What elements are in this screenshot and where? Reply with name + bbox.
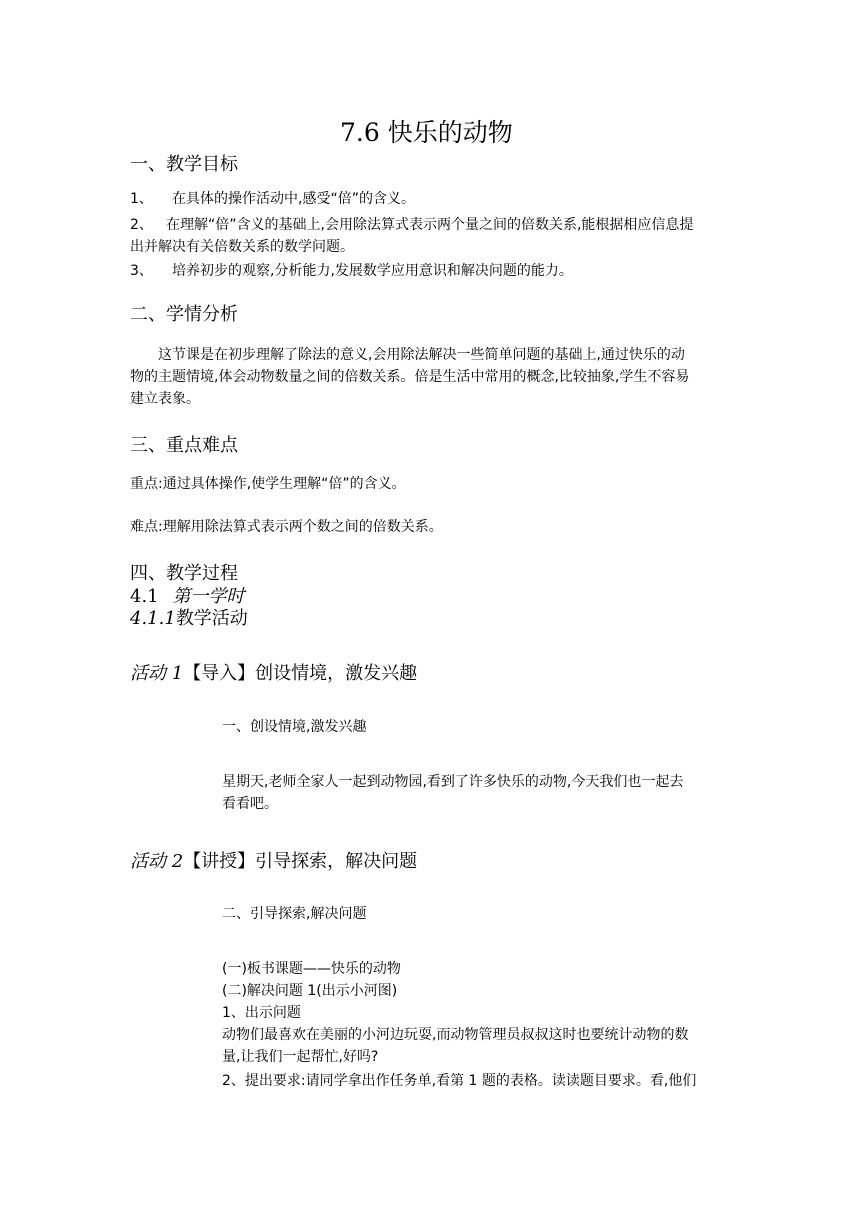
goal-item-1-num: 1、 — [130, 191, 153, 207]
activity-1-para-line1: 星期天,老师全家人一起到动物园,看到了许多快乐的动物,今天我们也一起去 — [222, 774, 684, 790]
subsection-4-1-1 — [130, 604, 248, 630]
activity-2-line-1: (一)板书课题——快乐的动物 — [222, 961, 401, 977]
activity-1-step: 一、创设情境,激发兴趣 — [222, 719, 367, 735]
activity-1-para-line2: 看看吧。 — [222, 796, 278, 812]
subsection-4-1-1-label: 教学活动 — [175, 608, 248, 629]
page-title: 7.6 快乐的动物 — [340, 118, 513, 147]
difficult-point: 难点:理解用除法算式表示两个数之间的倍数关系。 — [130, 519, 443, 535]
activity-2-title: 【讲授】引导探索，解决问题 — [183, 851, 418, 872]
activity-1-label: 活动 1 — [130, 663, 184, 684]
key-point: 重点:通过具体操作,使学生理解“倍”的含义。 — [130, 476, 406, 492]
goal-item-1-text: 在具体的操作活动中,感受“倍”的含义。 — [172, 191, 415, 207]
activity-2-step: 二、引导探索,解决问题 — [222, 906, 367, 922]
activity-2-line-3: 1、出示问题 — [222, 1005, 301, 1021]
subsection-4-1-label: 第一学时 — [172, 586, 245, 607]
goal-item-2-text-line1: 在理解“倍”含义的基础上,会用除法算式表示两个量之间的倍数关系,能根据相应信息提 — [166, 217, 694, 233]
section-heading-goals: 一、教学目标 — [130, 154, 238, 175]
section-heading-analysis: 二、学情分析 — [130, 304, 238, 325]
activity-2-line-4: 动物们最喜欢在美丽的小河边玩耍,而动物管理员叔叔这时也要统计动物的数 — [222, 1027, 689, 1043]
goal-item-2-num: 2、 — [130, 217, 153, 233]
subsection-4-1-1-num: 4.1.1 — [130, 608, 176, 629]
activity-2-line-6: 2、提出要求:请同学拿出作任务单,看第 1 题的表格。读读题目要求。看,他们 — [222, 1073, 697, 1089]
activity-1-title: 【导入】创设情境，激发兴趣 — [183, 663, 418, 684]
subsection-4-1-num: 4.1 — [130, 586, 159, 607]
goal-item-3-text: 培养初步的观察,分析能力,发展数学应用意识和解决问题的能力。 — [172, 263, 573, 279]
activity-2-line-5: 量,让我们一起帮忙,好吗? — [222, 1049, 379, 1065]
analysis-line-3: 建立表象。 — [130, 391, 200, 407]
activity-2-line-2: (二)解决问题 1(出示小河图) — [222, 983, 398, 999]
analysis-line-1: 这节课是在初步理解了除法的意义,会用除法解决一些简单问题的基础上,通过快乐的动 — [158, 347, 685, 363]
activity-2-heading — [130, 847, 417, 873]
section-heading-process: 四、教学过程 — [130, 563, 238, 584]
goal-item-2-text-line2: 出并解决有关倍数关系的数学问题。 — [130, 239, 354, 255]
goal-item-3-num: 3、 — [130, 263, 153, 279]
analysis-line-2: 物的主题情境,体会动物数量之间的倍数关系。倍是生活中常用的概念,比较抽象,学生不容易 — [130, 369, 690, 385]
activity-2-label: 活动 2 — [130, 851, 184, 872]
section-heading-keypoints: 三、重点难点 — [130, 435, 238, 456]
activity-1-heading — [130, 659, 417, 685]
